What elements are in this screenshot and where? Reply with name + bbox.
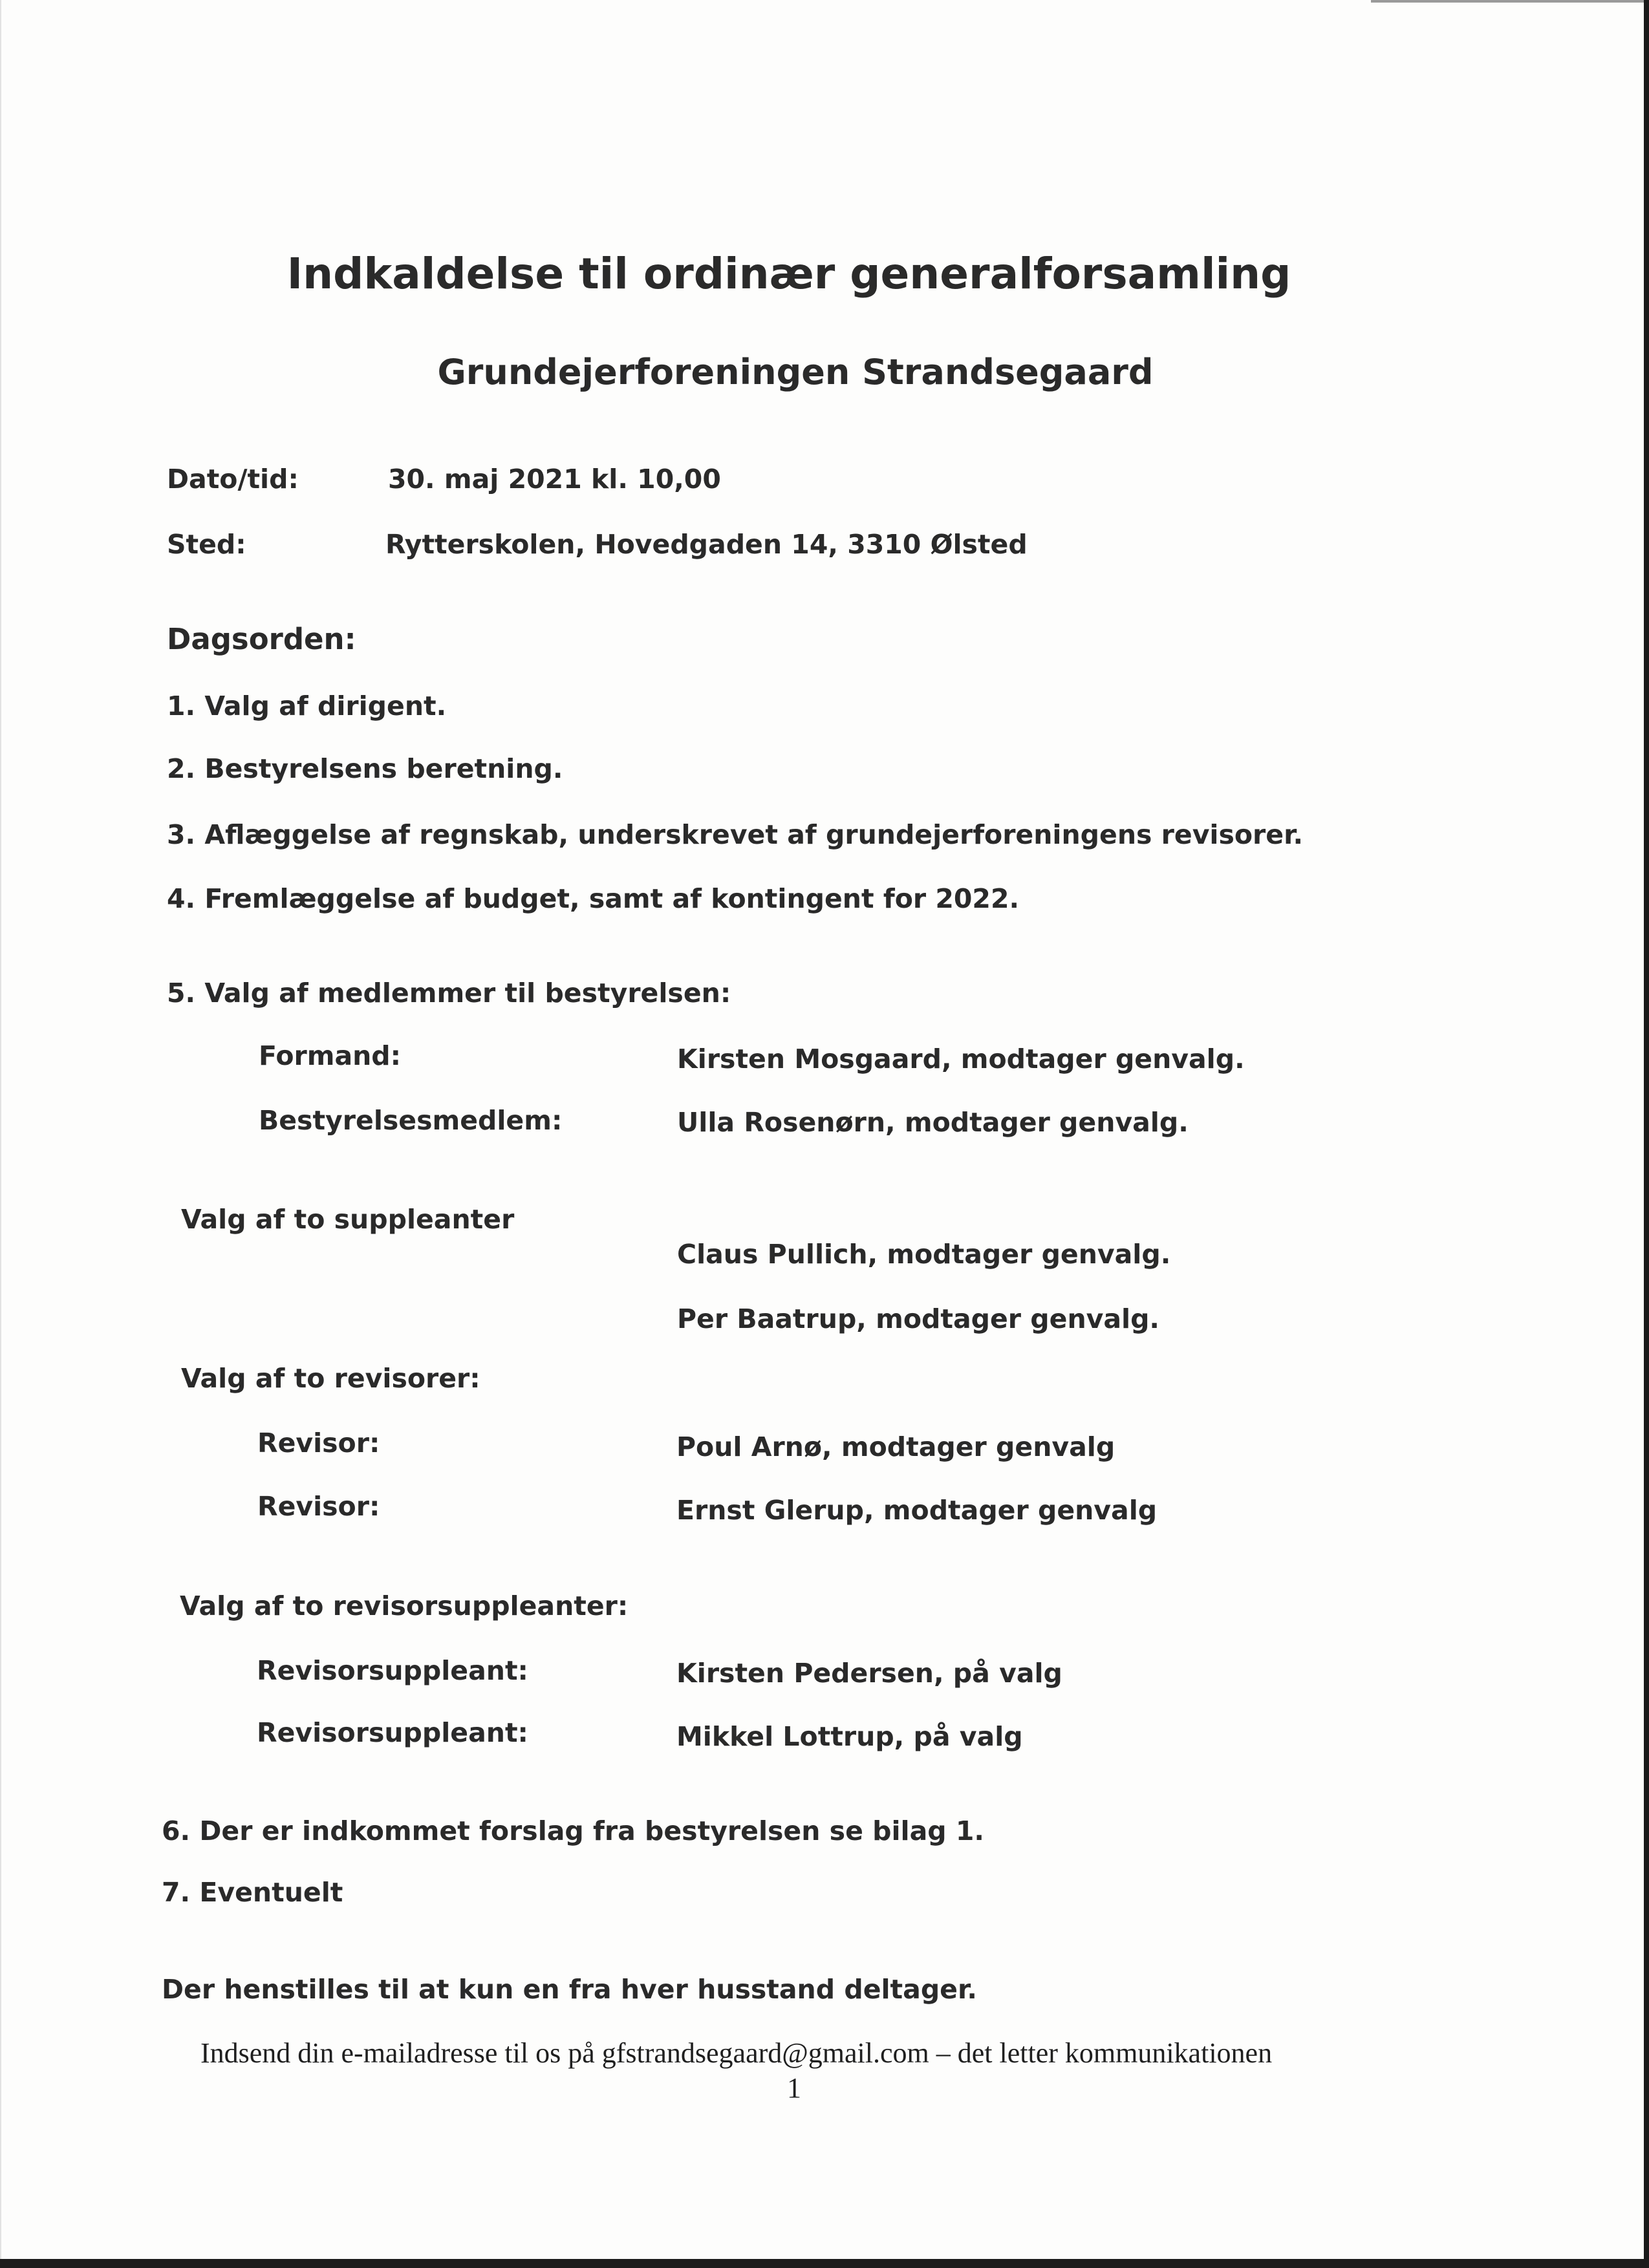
- auditor-1-label: Revisor:: [257, 1428, 380, 1459]
- place-label: Sted:: [167, 529, 246, 560]
- auditor-substitute-1-value: Kirsten Pedersen, på valg: [676, 1658, 1062, 1689]
- scan-edge-top: [1371, 0, 1649, 3]
- auditor-2-value: Ernst Glerup, modtager genvalg: [676, 1495, 1158, 1526]
- document-title: Indkaldelse til ordinær generalforsamling: [286, 249, 1291, 299]
- substitute-1: Claus Pullich, modtager genvalg.: [677, 1239, 1171, 1270]
- agenda-item-5: 5. Valg af medlemmer til bestyrelsen:: [167, 978, 731, 1009]
- auditor-substitute-2-label: Revisorsuppleant:: [257, 1717, 528, 1748]
- board-member-value: Ulla Rosenørn, modtager genvalg.: [677, 1107, 1189, 1138]
- scan-edge-right: [1644, 0, 1649, 2268]
- substitute-2: Per Baatrup, modtager genvalg.: [677, 1303, 1160, 1334]
- agenda-item-2: 2. Bestyrelsens beretning.: [167, 753, 563, 784]
- chair-value: Kirsten Mosgaard, modtager genvalg.: [677, 1043, 1245, 1075]
- agenda-item-3: 3. Aflæggelse af regnskab, underskrevet af grundejerforeningens revisorer.: [167, 819, 1304, 850]
- auditor-substitute-1-label: Revisorsuppleant:: [257, 1655, 528, 1686]
- agenda-item-4: 4. Fremlæggelse af budget, samt af kontingent for 2022.: [167, 883, 1020, 914]
- scan-edge-bottom: [0, 2259, 1649, 2268]
- place-value: Rytterskolen, Hovedgaden 14, 3310 Ølsted: [385, 529, 1028, 560]
- agenda-heading: Dagsorden:: [167, 622, 356, 656]
- household-note: Der henstilles til at kun en fra hver husstand deltager.: [162, 1974, 977, 2005]
- auditor-substitutes-heading: Valg af to revisorsuppleanter:: [180, 1590, 629, 1621]
- auditor-substitute-2-value: Mikkel Lottrup, på valg: [676, 1721, 1023, 1752]
- auditor-1-value: Poul Arnø, modtager genvalg: [676, 1431, 1116, 1462]
- scan-edge-left: [0, 0, 1, 2268]
- auditor-2-label: Revisor:: [257, 1491, 380, 1522]
- agenda-item-7: 7. Eventuelt: [162, 1877, 343, 1908]
- email-note: Indsend din e-mailadresse til os på gfstrandsegaard@gmail.com – det letter kommunikationen: [200, 2037, 1273, 2069]
- document-subtitle: Grundejerforeningen Strandsegaard: [437, 352, 1154, 392]
- agenda-item-6: 6. Der er indkommet forslag fra bestyrelsen se bilag 1.: [162, 1815, 985, 1846]
- substitutes-heading: Valg af to suppleanter: [181, 1204, 515, 1235]
- date-value: 30. maj 2021 kl. 10,00: [388, 464, 721, 495]
- auditors-heading: Valg af to revisorer:: [181, 1363, 480, 1394]
- agenda-item-1: 1. Valg af dirigent.: [167, 690, 447, 722]
- date-label: Dato/tid:: [167, 464, 299, 495]
- chair-label: Formand:: [259, 1040, 402, 1071]
- page-number: 1: [787, 2072, 801, 2104]
- board-member-label: Bestyrelsesmedlem:: [259, 1105, 563, 1136]
